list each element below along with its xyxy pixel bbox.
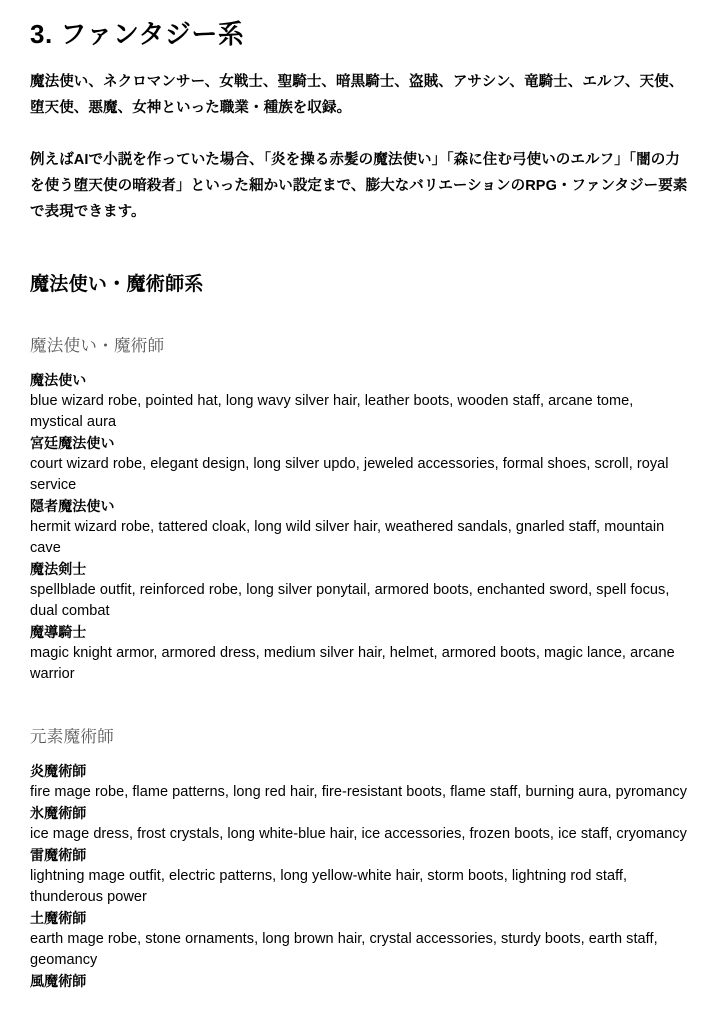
list-item (30, 496, 690, 559)
list-item (30, 971, 690, 992)
list-item (30, 845, 690, 908)
entry-term: 雷魔術師 (30, 846, 87, 863)
section-heading-wizard: 魔法使い・魔術師系 (30, 273, 204, 295)
entry-description: earth mage robe, stone ornaments, long brown hair, crystal accessories, sturdy boots, earth staff, geomancy (30, 930, 658, 968)
entry-description: court wizard robe, elegant design, long silver updo, jeweled accessories, formal shoes, scroll, royal service (30, 455, 669, 493)
intro-paragraph-1: 魔法使い、ネクロマンサー、女戦士、聖騎士、暗黒騎士、盗賊、アサシン、竜騎士、エルフ、天使、堕天使、悪魔、女神といった職業・種族を収録。 (30, 73, 684, 116)
entry-term: 氷魔術師 (30, 804, 87, 821)
list-item (30, 761, 690, 803)
list-item (30, 622, 690, 685)
entry-term: 土魔術師 (30, 909, 87, 926)
entry-list-wizard-mage (30, 370, 690, 685)
list-item (30, 559, 690, 622)
page-title: 3. ファンタジー系 (30, 19, 245, 49)
subsection-heading-elemental-mage: 元素魔術師 (30, 727, 114, 746)
list-item (30, 433, 690, 496)
entry-term: 魔法使い (30, 371, 87, 388)
entry-description: blue wizard robe, pointed hat, long wavy silver hair, leather boots, wooden staff, arcane tome, mystical aura (30, 392, 634, 430)
entry-term: 魔法剣士 (30, 560, 87, 577)
entry-list-elemental-mage (30, 761, 690, 992)
entry-description: fire mage robe, flame patterns, long red hair, fire-resistant boots, flame staff, burning aura, pyromancy (30, 783, 687, 800)
list-item (30, 370, 690, 433)
entry-description: ice mage dress, frost crystals, long white-blue hair, ice accessories, frozen boots, ice staff, cryomancy (30, 825, 687, 842)
entry-term: 隠者魔法使い (30, 497, 115, 514)
entry-description: spellblade outfit, reinforced robe, long silver ponytail, armored boots, enchanted sword, spell focus, dual combat (30, 581, 670, 619)
entry-description: hermit wizard robe, tattered cloak, long wild silver hair, weathered sandals, gnarled staff, mountain cave (30, 518, 665, 556)
entry-term: 宮廷魔法使い (30, 434, 115, 451)
list-item (30, 803, 690, 845)
entry-term: 炎魔術師 (30, 762, 87, 779)
entry-term: 魔導騎士 (30, 623, 87, 640)
list-item (30, 908, 690, 971)
subsection-heading-wizard-mage: 魔法使い・魔術師 (30, 336, 165, 355)
intro-paragraph-2: 例えばAIで小説を作っていた場合、「炎を操る赤髪の魔法使い」「森に住む弓使いのエルフ」「闇の力を使う堕天使の暗殺者」といった細かい設定まで、膨大なバリエーションのRPG・ファンタジー要素で表現できます。 (30, 151, 688, 220)
entry-description: lightning mage outfit, electric patterns, long yellow-white hair, storm boots, lightning rod staff, thunderous power (30, 867, 628, 905)
entry-term: 風魔術師 (30, 972, 87, 989)
entry-description: magic knight armor, armored dress, medium silver hair, helmet, armored boots, magic lance, arcane warrior (30, 644, 675, 682)
